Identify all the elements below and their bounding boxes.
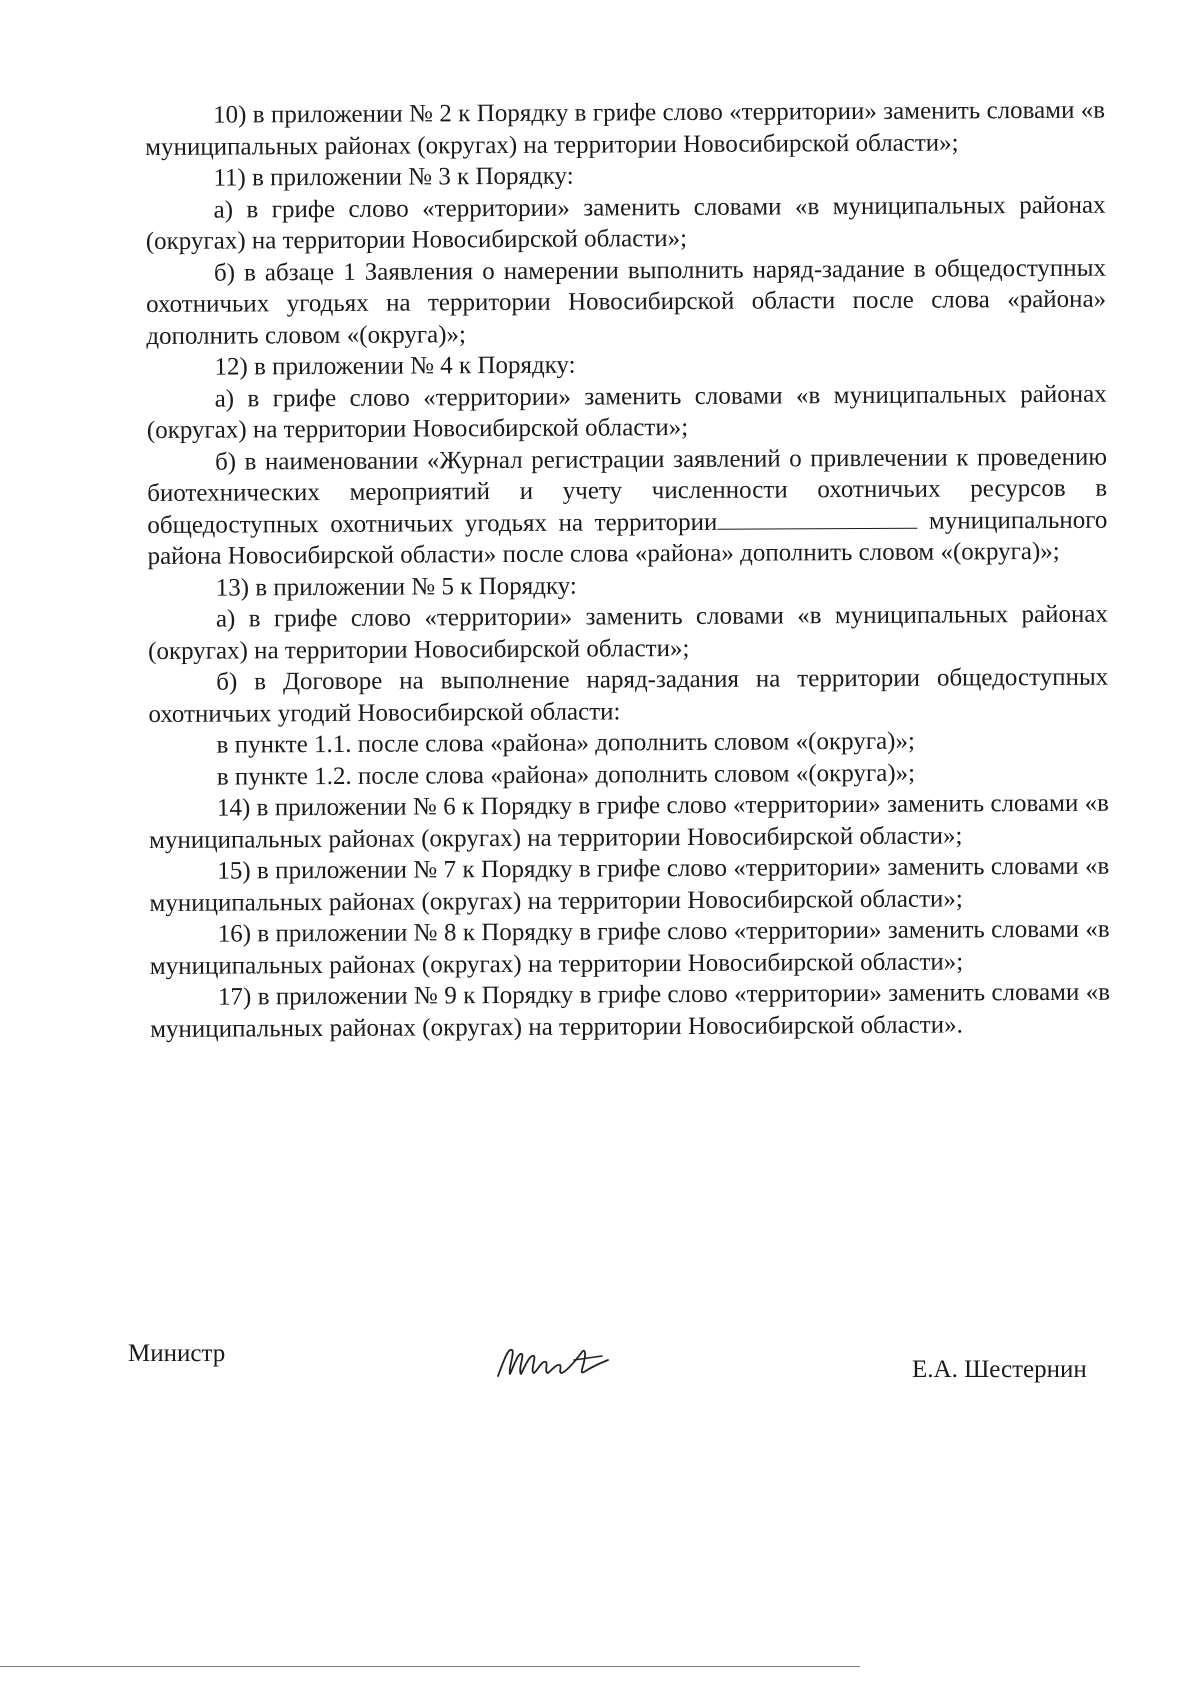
paragraph-item-13b-point1: в пункте 1.1. после слова «района» дополнить словом «(округа)»; (216, 727, 915, 759)
paragraph-item-13: 13) в приложении № 5 к Порядку: (215, 572, 577, 602)
document-body (145, 95, 1110, 1045)
paragraph-item-11b: б) в абзаце 1 Заявления о намерении выполнить наряд-задание в общедоступных охотничьих угодьях на территории Новосибирской области после слова «района» дополнить словом «(округа)»; (146, 254, 1107, 350)
handwritten-signature (490, 1330, 620, 1386)
paragraph-item-14: 14) в приложении № 6 к Порядку в грифе слово «территории» заменить словами «в муниципальных районах (округах) на территории Новосибирской области»; (149, 789, 1110, 854)
paragraph-item-15: 15) в приложении № 7 к Порядку в грифе слово «территории» заменить словами «в муниципальных районах (округах) на территории Новосибирской области»; (149, 852, 1110, 917)
blank-fill-line (717, 526, 917, 529)
paragraph-item-12b-part2: муниципального района Новосибирской области» после слова «района» дополнить словом «(округа)»; (147, 506, 1108, 570)
paragraph-item-13b: б) в Договоре на выполнение наряд-задания на территории общедоступных охотничьих угодий Новосибирской области: (148, 663, 1109, 728)
paragraph-item-17: 17) в приложении № 9 к Порядку в грифе слово «территории» заменить словами «в муниципальных районах (округах) на территории Новосибирской области». (150, 978, 1111, 1043)
paragraph-item-11a: а) в грифе слово «территории» заменить словами «в муниципальных районах (округах) на территории Новосибирской области»; (145, 191, 1106, 255)
paragraph-item-12: 12) в приложении № 4 к Порядку: (214, 351, 576, 381)
paragraph-item-12b (147, 441, 1108, 572)
scan-edge-line (0, 1666, 860, 1667)
paragraph-item-12a: а) в грифе слово «территории» заменить словами «в муниципальных районах (округах) на территории Новосибирской области»; (146, 380, 1107, 444)
paragraph-item-13a: а) в грифе слово «территории» заменить словами «в муниципальных районах (округах) на территории Новосибирской области»; (148, 600, 1108, 665)
signature-block (0, 1340, 1200, 1400)
position-title: Министр (128, 1340, 226, 1367)
paragraph-item-12b-part1: б) в наименовании «Журнал регистрации заявлений о привлечении к проведению биотехнических мероприятий и учету численности охотничьих ресурсов в общедоступных охотничьих угодьях на территории (147, 443, 1108, 539)
paragraph-item-13b-point2: в пункте 1.2. после слова «района» дополнить словом «(округа)»; (216, 759, 916, 791)
paragraph-item-16: 16) в приложении № 8 к Порядку в грифе слово «территории» заменить словами «в муниципальных районах (округах) на территории Новосибирской области»; (149, 915, 1110, 980)
paragraph-item-10: 10) в приложении № 2 к Порядку в грифе слово «территории» заменить словами «в муниципальных районах (округах) на территории Новосибирской области»; (145, 96, 1106, 161)
signer-name: Е.А. Шестернин (912, 1356, 1087, 1383)
paragraph-item-11: 11) в приложении № 3 к Порядку: (213, 162, 574, 192)
